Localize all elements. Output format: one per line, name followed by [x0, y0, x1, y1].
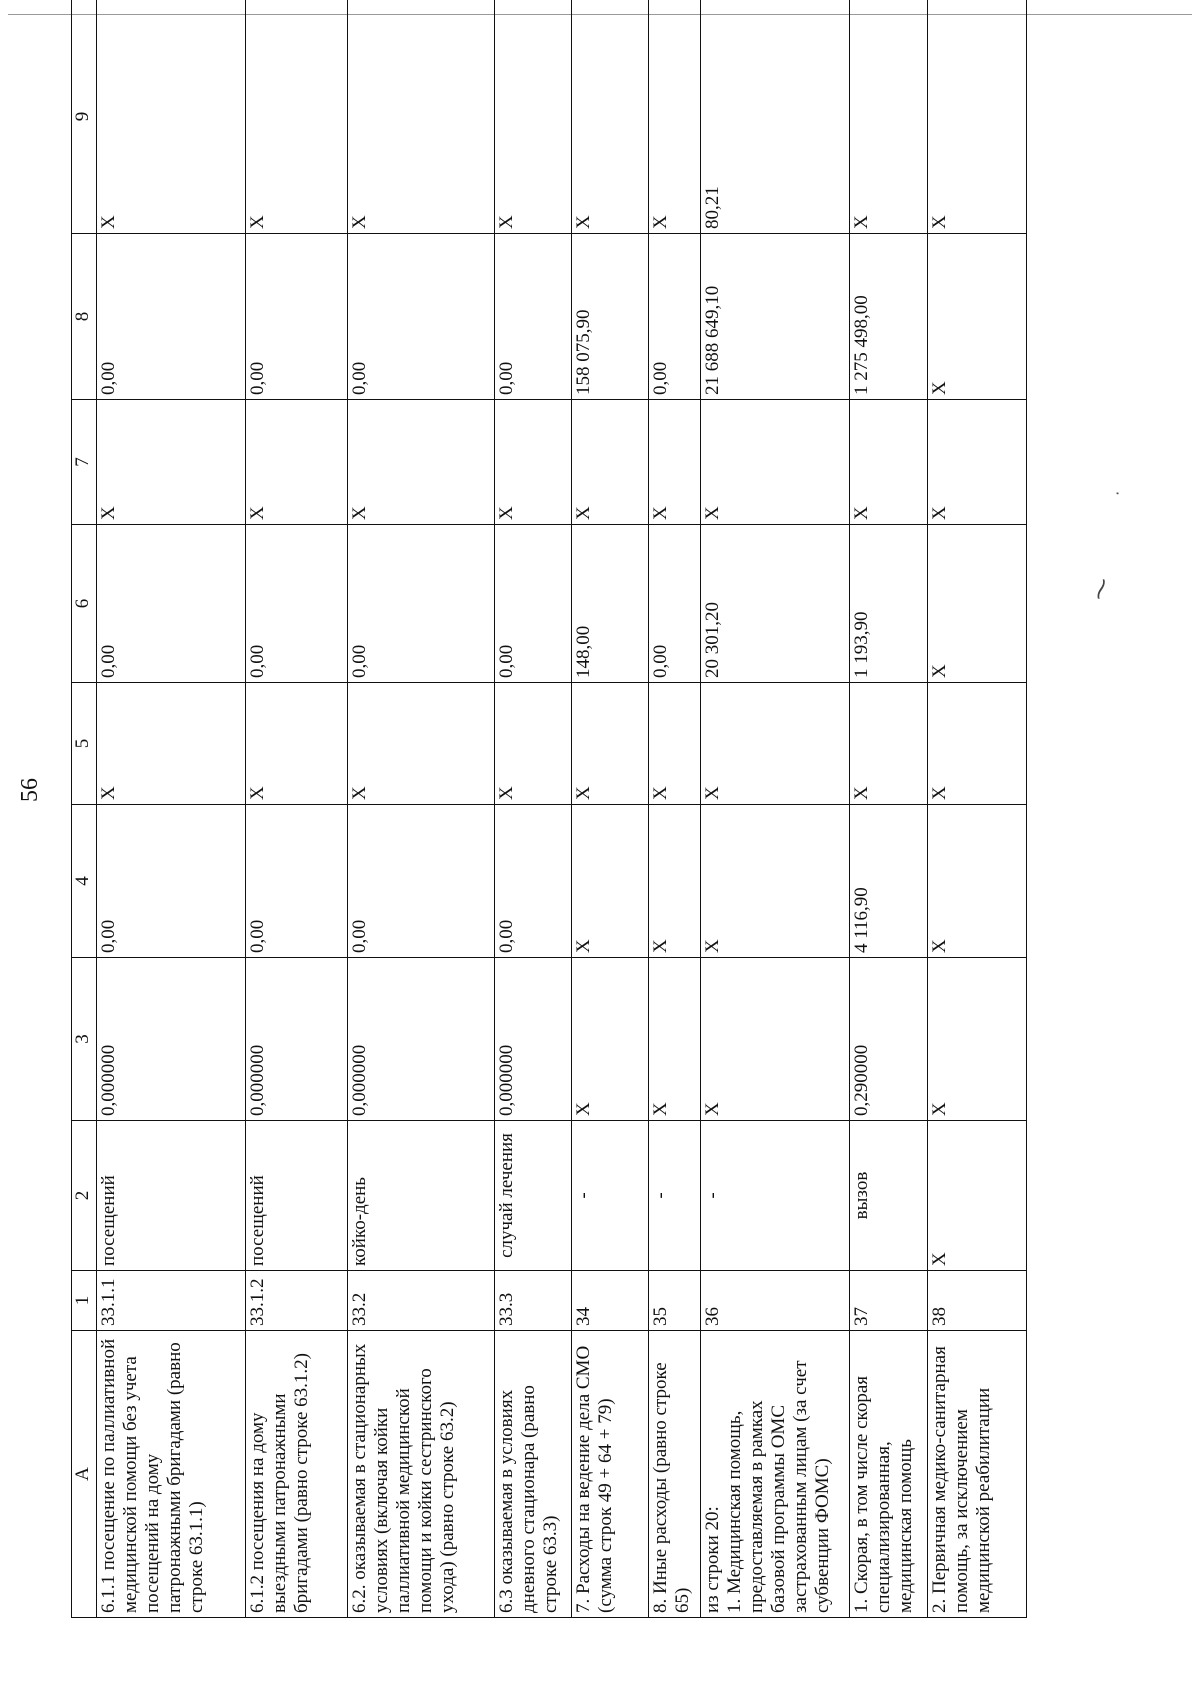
column-header: 3 — [72, 958, 97, 1121]
table-row — [649, 0, 701, 1618]
row-code: 36 — [701, 1271, 850, 1331]
table-cell: 0,000000 — [494, 958, 571, 1121]
table-cell: 0,290000 — [850, 958, 927, 1121]
table-cell: X — [571, 0, 648, 234]
unit-cell: посещений — [246, 1121, 348, 1271]
row-code: 38 — [927, 1271, 1026, 1331]
table-cell: 0,00 — [97, 234, 246, 400]
table-cell: X — [246, 683, 348, 805]
column-header: 2 — [72, 1121, 97, 1271]
row-description: 6.3 оказываемая в условиях дневного стационара (равно строке 63.3) — [494, 1331, 571, 1618]
scan-smudge: ⁓ — [1086, 574, 1118, 604]
row-description: из строки 20: 1. Медицинская помощь, предоставляемая в рамках базовой программы ОМС застрахованным лицам (за счет субвенции ФОМС) — [701, 1331, 850, 1618]
unit-cell: вызов — [850, 1121, 927, 1271]
table-cell: 0,00 — [246, 234, 348, 400]
table-cell: 0,00 — [246, 525, 348, 683]
unit-cell: - — [649, 1121, 701, 1271]
table-cell: 4 116,90 — [850, 805, 927, 958]
column-header: 4 — [72, 805, 97, 958]
table-row — [927, 0, 1026, 1618]
row-code: 37 — [850, 1271, 927, 1331]
column-header: 7 — [72, 400, 97, 525]
table-cell: X — [571, 400, 648, 525]
table-row — [850, 0, 927, 1618]
table-cell: 0,00 — [494, 525, 571, 683]
table-cell: 0,00 — [494, 234, 571, 400]
column-header: 8 — [72, 234, 97, 400]
unit-cell: X — [927, 1121, 1026, 1271]
row-code: 33.1.2 — [246, 1271, 348, 1331]
table-cell: 1 193,90 — [850, 525, 927, 683]
row-description: 6.2. оказываемая в стационарных условиях (включая койки паллиативной медицинской помощи и койки сестринского ухода) (равно строке 63.2) — [347, 1331, 494, 1618]
table-cell: 1 275 498,00 — [850, 234, 927, 400]
table-cell: X — [494, 400, 571, 525]
table-cell: 0,000000 — [97, 958, 246, 1121]
table-cell: X — [850, 683, 927, 805]
table-cell: X — [701, 683, 850, 805]
row-code: 34 — [571, 1271, 648, 1331]
table-cell: X — [97, 683, 246, 805]
table-cell: X — [97, 400, 246, 525]
column-header: 9 — [72, 0, 97, 234]
row-code: 33.1.1 — [97, 1271, 246, 1331]
table-header-row — [72, 0, 97, 1618]
table-cell: X — [927, 0, 1026, 234]
table-cell: X — [494, 683, 571, 805]
table-cell: X — [701, 400, 850, 525]
table-row — [571, 0, 648, 1618]
table-cell: X — [571, 958, 648, 1121]
table-cell: 0,00 — [347, 525, 494, 683]
table-cell: X — [850, 400, 927, 525]
row-description: 1. Скорая, в том числе скорая специализированная, медицинская помощь — [850, 1331, 927, 1618]
table-cell: 0,00 — [246, 805, 348, 958]
column-header: 6 — [72, 525, 97, 683]
scan-smudge: · — [1107, 487, 1128, 500]
table-cell: 148,00 — [571, 525, 648, 683]
table-cell: X — [701, 958, 850, 1121]
column-header: А — [72, 1331, 97, 1618]
financial-table — [71, 0, 1027, 1618]
table-cell: X — [927, 400, 1026, 525]
column-header: 5 — [72, 683, 97, 805]
table-cell: X — [649, 805, 701, 958]
table-row — [246, 0, 348, 1618]
table-cell: 0,00 — [649, 525, 701, 683]
table-cell: 158 075,90 — [571, 234, 648, 400]
table-cell: X — [347, 683, 494, 805]
table-row — [494, 0, 571, 1618]
unit-cell: посещений — [97, 1121, 246, 1271]
table-cell: 0,00 — [649, 234, 701, 400]
unit-cell: - — [701, 1121, 850, 1271]
row-description: 7. Расходы на ведение дела СМО (сумма строк 49 + 64 + 79) — [571, 1331, 648, 1618]
row-code: 33.2 — [347, 1271, 494, 1331]
table-cell: X — [246, 0, 348, 234]
unit-cell: койко-день — [347, 1121, 494, 1271]
table-cell: X — [571, 683, 648, 805]
row-description: 6.1.1 посещение по паллиативной медицинской помощи без учета посещений на дому патронажными бригадами (равно строке 63.1.1) — [97, 1331, 246, 1618]
column-header: 1 — [72, 1271, 97, 1331]
row-description: 8. Иные расходы (равно строке 65) — [649, 1331, 701, 1618]
table-cell: 0,00 — [494, 805, 571, 958]
table-cell: 0,000000 — [246, 958, 348, 1121]
table-cell: 80,21 — [701, 0, 850, 234]
table-cell: X — [927, 683, 1026, 805]
table-cell: 0,00 — [347, 234, 494, 400]
table-cell: X — [347, 400, 494, 525]
table-cell: X — [571, 805, 648, 958]
table-cell: X — [494, 0, 571, 234]
table-cell: X — [927, 805, 1026, 958]
table-row — [347, 0, 494, 1618]
table-cell: X — [927, 525, 1026, 683]
rotated-table-container — [71, 0, 1027, 1618]
table-cell: X — [97, 0, 246, 234]
page-number: 56 — [17, 778, 43, 802]
row-code: 33.3 — [494, 1271, 571, 1331]
table-cell: X — [649, 0, 701, 234]
table-cell: X — [649, 400, 701, 525]
table-cell: X — [927, 958, 1026, 1121]
unit-cell: - — [571, 1121, 648, 1271]
table-cell: 0,00 — [97, 525, 246, 683]
table-cell: X — [701, 805, 850, 958]
row-code: 35 — [649, 1271, 701, 1331]
row-description: 6.1.2 посещения на дому выездными патронажными бригадами (равно строке 63.1.2) — [246, 1331, 348, 1618]
table-row — [97, 0, 246, 1618]
table-cell: 20 301,20 — [701, 525, 850, 683]
table-cell: X — [649, 958, 701, 1121]
unit-cell: случай лечения — [494, 1121, 571, 1271]
table-cell: 21 688 649,10 — [701, 234, 850, 400]
table-cell: 0,00 — [97, 805, 246, 958]
table-cell: X — [927, 234, 1026, 400]
table-cell: 0,000000 — [347, 958, 494, 1121]
row-description: 2. Первичная медико-санитарная помощь, за исключением медицинской реабилитации — [927, 1331, 1026, 1618]
table-cell: 0,00 — [347, 805, 494, 958]
table-cell: X — [850, 0, 927, 234]
table-cell: X — [649, 683, 701, 805]
table-cell: X — [246, 400, 348, 525]
table-row — [701, 0, 850, 1618]
table-cell: X — [347, 0, 494, 234]
